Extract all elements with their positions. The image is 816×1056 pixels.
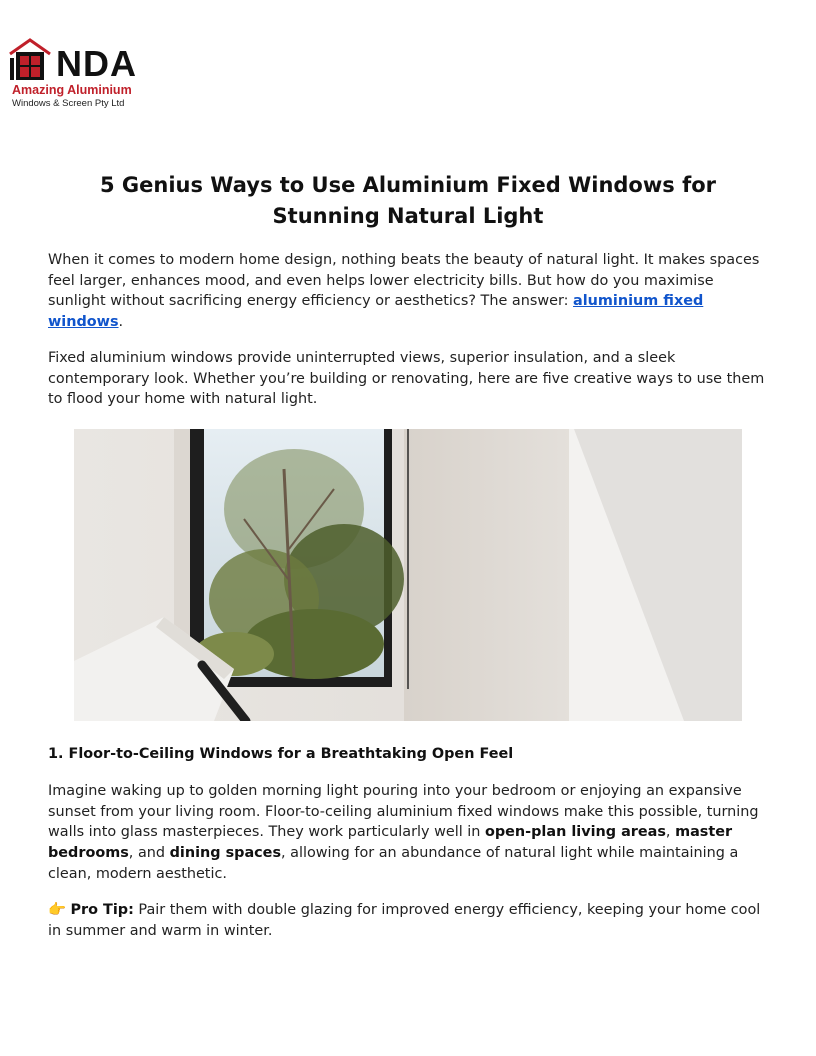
house-window-logo-icon	[8, 36, 56, 84]
open-plan-highlight: open-plan living areas	[484, 824, 666, 841]
section1-text-4: , allowing for an abundance of natural light while maintaining a clean, modern aesthetic.	[48, 845, 739, 882]
dining-spaces-highlight: dining spaces	[169, 845, 282, 862]
intro-paragraph-2: Fixed aluminium windows provide uninterrupted views, superior insulation, and a sleek contemporary look. Whether you’re building or renovating, here are five creative ways to use them to flood your home with natural light.	[48, 350, 765, 408]
logo-company-subtitle: Windows & Screen Pty Ltd	[12, 98, 125, 109]
pointing-hand-icon: 👉	[48, 902, 66, 918]
intro-text: When it comes to modern home design, nothing beats the beauty of natural light. It makes spaces feel larger, enhances mood, and even helps lower electricity bills. But how do you maximise sunlight without sacrificing energy efficiency or aesthetics? The answer:	[48, 252, 760, 310]
section-heading-1: 1. Floor-to-Ceiling Windows for a Breathtaking Open Feel	[48, 746, 514, 762]
section1-text-2: ,	[665, 824, 676, 841]
window-interior-photo	[74, 429, 742, 721]
section1-text-1: Imagine waking up to golden morning light pouring into your bedroom or enjoying an expansive sunset from your living room. Floor-to-ceiling aluminium fixed windows make this possible, turning walls into glass masterpieces. They work particularly well in	[48, 783, 759, 841]
pro-tip-label: Pro Tip:	[70, 902, 134, 918]
section1-text-3: , and	[128, 845, 170, 862]
logo-company-name: Amazing Aluminium	[12, 83, 132, 97]
pro-tip-paragraph	[48, 900, 772, 941]
pro-tip-text: Pair them with double glazing for improved energy efficiency, keeping your home cool in summer and warm in winter.	[48, 902, 761, 939]
section1-paragraph	[48, 781, 772, 885]
page-title: 5 Genius Ways to Use Aluminium Fixed Windows for Stunning Natural Light	[100, 173, 716, 228]
master-bedrooms-highlight: master bedrooms	[48, 824, 733, 862]
logo-wordmark: NDA	[56, 43, 137, 84]
intro-paragraph	[48, 250, 772, 333]
company-logo	[8, 36, 148, 116]
aluminium-fixed-windows-link[interactable]: aluminium fixed windows	[48, 293, 704, 331]
intro-text-end: .	[118, 314, 124, 331]
